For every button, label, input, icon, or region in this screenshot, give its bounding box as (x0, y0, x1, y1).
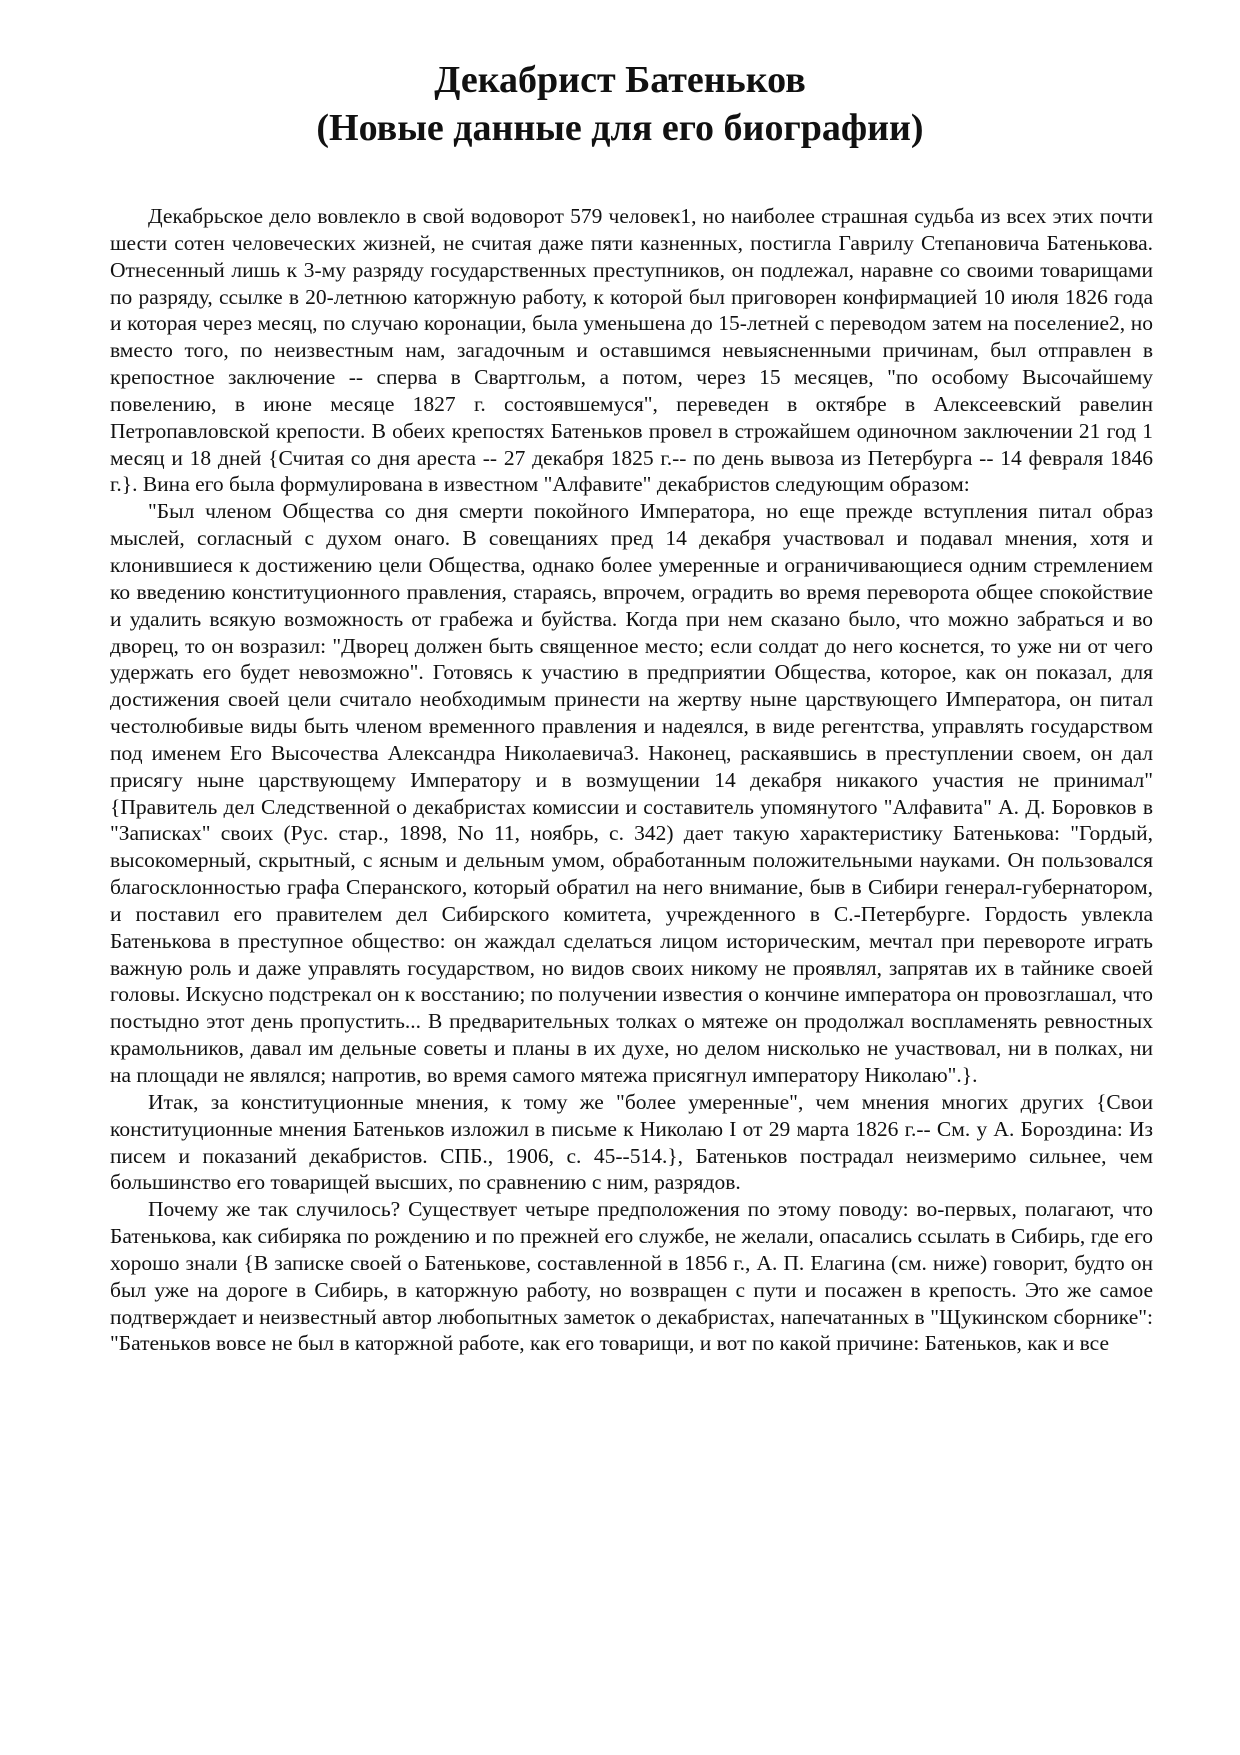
document-body (110, 203, 1153, 1357)
document-title (0, 56, 1240, 152)
paragraph-3: Итак, за конституционные мнения, к тому же "более умеренные", чем мнения многих других {Свои конституционные мнения Батеньков изложил в письме к Николаю I от 29 марта 1826 г.-- См. у А. Бороздина: Из писем и показаний декабристов. СПБ., 1906, с. 45--514.}, Батеньков пострадал неизмеримо сильнее, чем большинство его товарищей высших, по сравнению с ним, разрядов. (110, 1089, 1153, 1195)
paragraph-4: Почему же так случилось? Существует четыре предположения по этому поводу: во-первых, полагают, что Батенькова, как сибиряка по рождению и по прежней его службе, не желали, опасались ссылать в Сибирь, где его хорошо знали {В записке своей о Батенькове, составленной в 1856 г., А. П. Елагина (см. ниже) говорит, будто он был уже на дороге в Сибирь, в каторжную работу, но возвращен с пути и посажен в крепость. Это же самое подтверждает и неизвестный автор любопытных заметок о декабристах, напечатанных в "Щукинском сборнике": "Батеньков вовсе не был в каторжной работе, как его товарищи, и вот по какой причине: Батеньков, как и все (110, 1197, 1153, 1356)
paragraph-1: Декабрьское дело вовлекло в свой водоворот 579 человек1, но наиболее страшная судьба из всех этих почти шести сотен человеческих жизней, не считая даже пяти казненных, постигла Гаврилу Степановича Батенькова. Отнесенный лишь к 3-му разряду государственных преступников, он подлежал, наравне со своими товарищами по разряду, ссылке в 20-летнюю каторжную работу, к которой был приговорен конфирмацией 10 июля 1826 года и которая через месяц, по случаю коронации, была уменьшена до 15-летней с переводом затем на поселение2, но вместо того, по неизвестным нам, загадочным и оставшимся невыясненными причинам, был отправлен в крепостное заключение -- сперва в Свартгольм, а потом, через 15 месяцев, "по особому Высочайшему повелению, в июне месяце 1827 г. состоявшемуся", переведен в октябре в Алексеевский равелин Петропавловской крепости. В обеих крепостях Батеньков провел в строжайшем одиночном заключении 21 год 1 месяц и 18 дней {Считая со дня ареста -- 27 декабря 1825 г.-- по день вывоза из Петербурга -- 14 февраля 1846 г.}. Вина его была формулирована в известном "Алфавите" декабристов следующим образом: (110, 204, 1153, 497)
title-line-1: Декабрист Батеньков (434, 59, 806, 101)
paragraph-2: "Был членом Общества со дня смерти покойного Императора, но еще прежде вступления питал образ мыслей, согласный с духом онаго. В совещаниях пред 14 декабря участвовал и подавал мнения, хотя и клонившиеся к достижению цели Общества, однако более умеренные и ограничивающиеся одним стремлением ко введению конституционного правления, стараясь, впрочем, оградить во время переворота общее спокойствие и удалить всякую возможность от грабежа и буйства. Когда при нем сказано было, что можно забраться и во дворец, то он возразил: "Дворец должен быть священное место; если солдат до него коснется, то уже ни от чего удержать его будет невозможно". Готовясь к участию в предприятии Общества, которое, как он показал, для достижения своей цели считало необходимым принести на жертву ныне царствующего Императора, он питал честолюбивые виды быть членом временного правления и надеялся, в виде регентства, управлять государством под именем Его Высочества Александра Николаевича3. Наконец, раскаявшись в преступлении своем, он дал присягу ныне царствующему Императору и в возмущении 14 декабря никакого участия не принимал" {Правитель дел Следственной о декабристах комиссии и составитель упомянутого "Алфавита" А. Д. Боровков в "Записках" своих (Рус. стар., 1898, No 11, ноябрь, с. 342) дает такую характеристику Батенькова: "Гордый, высокомерный, скрытный, с ясным и дельным умом, обработанным положительными науками. Он пользовался благосклонностью графа Сперанского, который обратил на него внимание, быв в Сибири генерал-губернатором, и поставил его правителем дел Сибирского комитета, учрежденного в С.-Петербурге. Гордость увлекла Батенькова в преступное общество: он жаждал сделаться лицом историческим, мечтал при перевороте играть важную роль и даже управлять государством, но видов своих никому не проявлял, запрятав их в тайнике своей головы. Искусно подстрекал он к восстанию; по получении известия о кончине императора он провозглашал, что постыдно этот день пропустить... В предварительных толках о мятеже он продолжал воспламенять ревностных крамольников, давал им дельные советы и планы в их духе, но делом нисколько не участвовал, ни в полках, ни на площади не являлся; напротив, во время самого мятежа присягнул императору Николаю".}. (110, 499, 1153, 1087)
title-line-2: (Новые данные для его биографии) (316, 107, 924, 149)
